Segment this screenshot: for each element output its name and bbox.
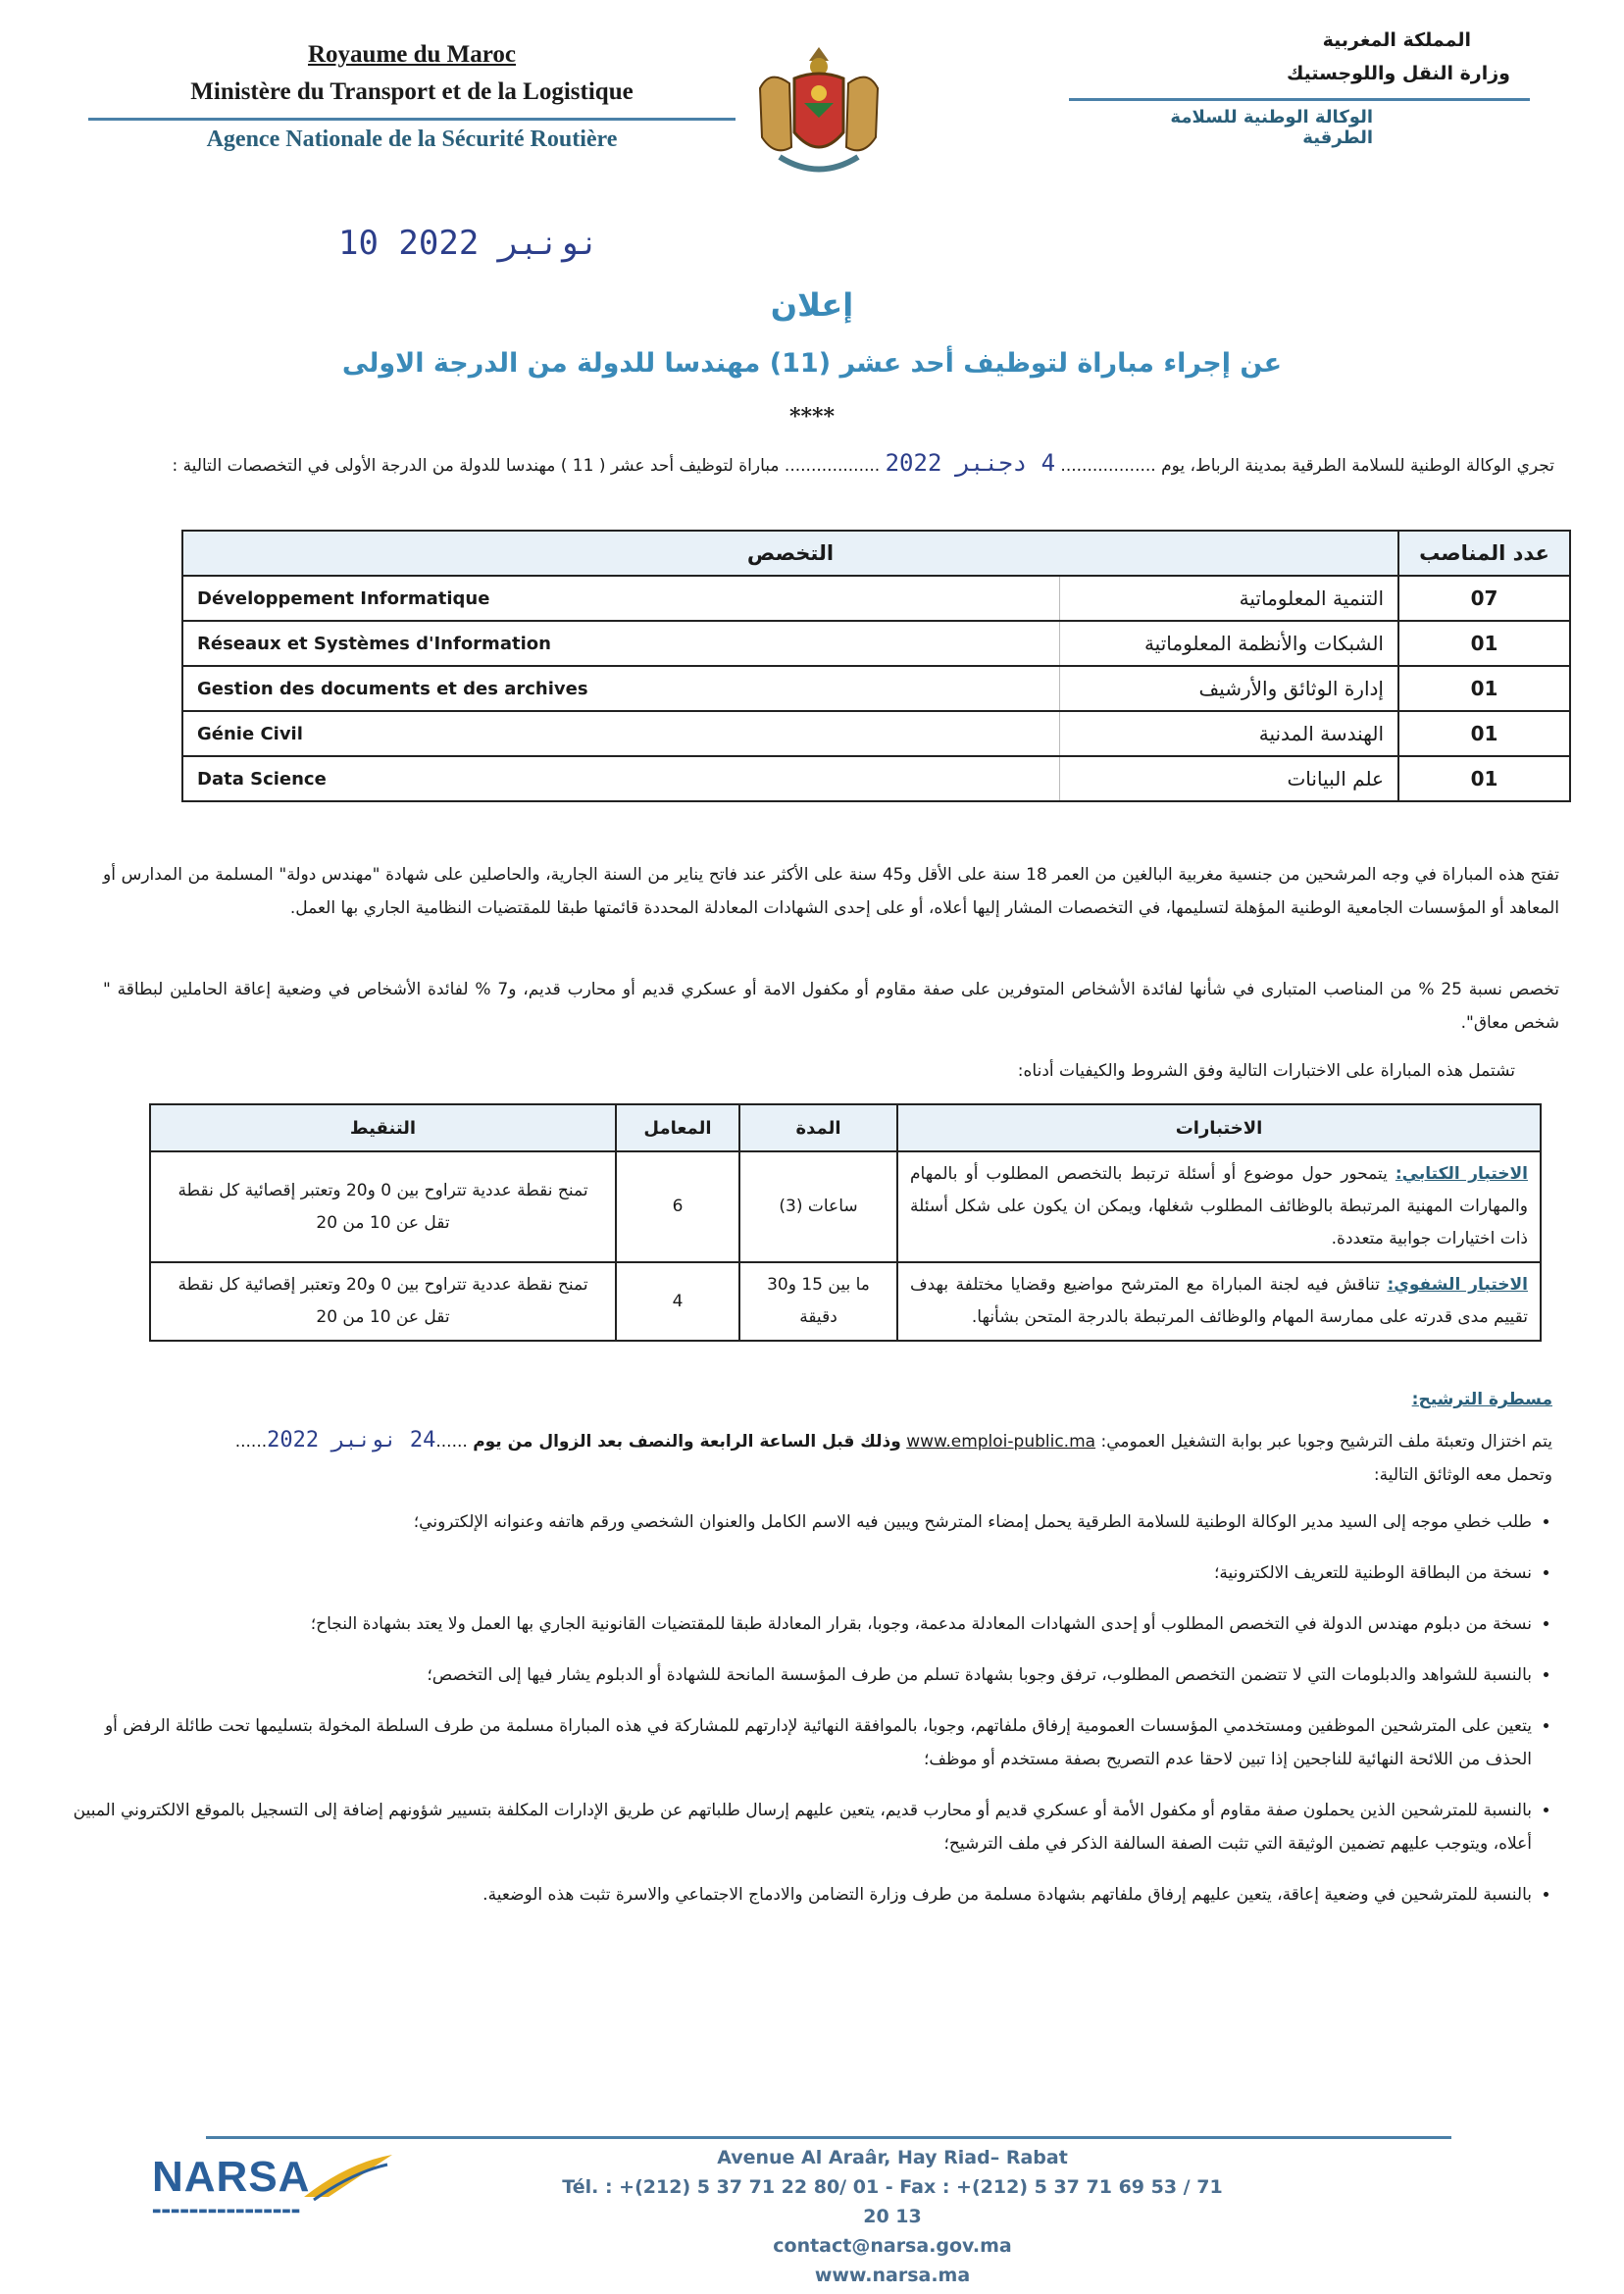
quota-paragraph: تخصص نسبة 25 % من المناصب المتبارى في شأنها لفائدة الأشخاص المتوفرين على صفة مقاوم أو مكفول الامة أو عسكري قديم أو محارب قديم، و7 % لفائدة الأشخاص في وضعية إعاقة الحاملين لبطاقة " شخص معاق".: [103, 980, 1560, 1033]
specialty-fr: Génie Civil: [182, 711, 1060, 756]
specialty-ar: إدارة الوثائق والأرشيف: [1060, 666, 1399, 711]
header-rule: [88, 118, 736, 121]
specialty-ar: التنمية المعلوماتية: [1060, 576, 1399, 621]
exam-duration: ساعات (3): [739, 1151, 897, 1262]
exam-desc: تناقش فيه لجنة المباراة مع المترشح مواضيع وقضايا مختلفة بهدف تقييم مدى قدرته على ممارسة المهام والوظائف المرتبطة بالدرجة المتحن بشأنها.: [910, 1275, 1528, 1327]
exam-grading: تمنح نقطة عددية تتراوح بين 0 و20 وتعتبر إقصائية كل نقطة تقل عن 10 من 20: [150, 1151, 616, 1262]
intro-paragraph: تجري الوكالة الوطنية للسلامة الطرقية بمدينة الرباط، يوم .................. 4 دجنبر 2022 .................. مباراة لتوظيف أحد عشر ( 11 ) مهندسا للدولة من الدرجة الأولى في التخصصات التالية :: [172, 449, 1554, 477]
specialty-fr: Réseaux et Systèmes d'Information: [182, 621, 1060, 666]
exam-name: الاختبار الشفوي:: [1387, 1275, 1528, 1295]
ministry-ar: وزارة النقل واللوجستيك: [1286, 63, 1510, 84]
table-header-row: [150, 1104, 1541, 1151]
emploi-public-link[interactable]: www.emploi-public.ma: [906, 1432, 1096, 1452]
table-row: [182, 756, 1570, 801]
exam-grading: تمنح نقطة عددية تتراوح بين 0 و20 وتعتبر إقصائية كل نقطة تقل عن 10 من 20: [150, 1262, 616, 1341]
list-item: • طلب خطي موجه إلى السيد مدير الوكالة الوطنية للسلامة الطرقية يحمل إمضاء المترشح ويبين فيه الاسم الكامل والعنوان الشخصي ورقم هاتفه وعنوانه الإلكتروني؛: [63, 1505, 1532, 1539]
posts-count: 01: [1398, 756, 1570, 801]
ministry-fr: Ministère du Transport et de la Logistique: [190, 78, 634, 105]
list-item: • نسخة من دبلوم مهندس الدولة في التخصص المطلوب أو إحدى الشهادات المعادلة مدعمة، وجوبا، بقرار المعادلة طبقا للمقتضيات القانونية الجاري بها العمل ولا يعتد بشهادة النجاح؛: [63, 1607, 1532, 1641]
footer-phone: Tél. : +(212) 5 37 71 22 80/ 01 - Fax : +(212) 5 37 71 69 53 / 71 20 13: [562, 2176, 1223, 2227]
intro-part1: تجري الوكالة الوطنية للسلامة الطرقية بمدينة الرباط، يوم: [1161, 456, 1554, 476]
table-row: [182, 666, 1570, 711]
specialties-table: [181, 530, 1571, 802]
list-item: • بالنسبة للمترشحين في وضعية إعاقة، يتعين عليهم إرفاق ملفاتهم بشهادة مسلمة من طرف وزارة التضامن والادماج الاجتماعي والاسرة تثبت هذه الوضعية.: [63, 1878, 1532, 1912]
application-line1-a: يتم اختزال وتعبئة ملف الترشيح وجوبا عبر بوابة التشغيل العمومي:: [1100, 1432, 1552, 1452]
kingdom-ar: المملكة المغربية: [1322, 29, 1471, 51]
table-row: [182, 621, 1570, 666]
table-header-row: [182, 531, 1570, 576]
application-line2: وتحمل معه الوثائق التالية:: [1373, 1465, 1552, 1485]
application-heading: مسطرة الترشيح:: [1411, 1390, 1552, 1409]
col-exams: الاختبارات: [897, 1104, 1541, 1151]
exam-coef: 4: [616, 1262, 739, 1341]
col-grading: التنقيط: [150, 1104, 616, 1151]
col-posts: عدد المناصب: [1398, 531, 1570, 576]
specialty-ar: الهندسة المدنية: [1060, 711, 1399, 756]
exam-date: 4 دجنبر 2022: [885, 449, 1056, 477]
header-ar: [1108, 29, 1530, 148]
posts-count: 01: [1398, 621, 1570, 666]
footer-contact: [549, 2143, 1236, 2290]
list-item: • نسخة من البطاقة الوطنية للتعريف الالكترونية؛: [63, 1556, 1532, 1590]
intro-part2: مباراة لتوظيف أحد عشر ( 11 ) مهندسا للدولة من الدرجة الأولى في التخصصات التالية :: [172, 456, 780, 476]
application-section: مسطرة الترشيح: يتم اختزال وتعبئة ملف الترشيح وجوبا عبر بوابة التشغيل العمومي: www.emploi-public.ma وذلك قبل الساعة الرابعة والنصف بعد الزوال من يوم ......24 نونبر 2022...... وتحمل معه الوثائق التالية:: [103, 1383, 1552, 1492]
footer-rule: [206, 2136, 1451, 2139]
specialty-fr: Gestion des documents et des archives: [182, 666, 1060, 711]
separator-stars: ****: [788, 404, 836, 430]
table-row: [150, 1151, 1541, 1262]
narsa-logo: [152, 2153, 407, 2261]
list-item: • يتعين على المترشحين الموظفين ومستخدمي المؤسسات العمومية إرفاق ملفاتهم، وجوبا، بالموافقة النهائية لإدارتهم للمشاركة في هذه المباراة مسلمة من طرف السلطة المخولة بتسليمها تحت طائلة الرفض أو الحذف من اللائحة النهائية للناجحين إذا تبين لاحقا عدم التصريح بصفة مستخدم أو موظف؛: [63, 1709, 1532, 1776]
specialty-ar: الشبكات والأنظمة المعلوماتية: [1060, 621, 1399, 666]
exam-name: الاختبار الكتابي:: [1395, 1164, 1528, 1184]
col-coef: المعامل: [616, 1104, 739, 1151]
exam-desc: يتمحور حول موضوع أو أسئلة ترتبط بالتخصص المطلوب أو بالمهام والمهارات المهنية المرتبطة بالوظائف المطلوب شغلها، ويمكن ان يكون على شكل أسئلة ذات اختيارات جوابية متعددة.: [910, 1164, 1528, 1249]
logo-text: NARSA: [152, 2153, 311, 2201]
table-row: [182, 576, 1570, 621]
page-subtitle: عن إجراء مباراة لتوظيف أحد عشر (11) مهندسا للدولة من الدرجة الاولى: [341, 348, 1283, 379]
posts-count: 01: [1398, 666, 1570, 711]
exams-intro-paragraph: تشتمل هذه المباراة على الاختبارات التالية وفق الشروط والكيفيات أدناه:: [1017, 1061, 1515, 1081]
footer-web[interactable]: www.narsa.ma: [814, 2265, 971, 2286]
eligibility-paragraph: تفتح هذه المباراة في وجه المرشحين من جنسية مغربية البالغين من العمر 18 سنة على الأقل و45 سنة على الأكثر عند فاتح يناير من السنة الجارية، والحاصلين على شهادة "مهندس دولة" المسلمة من المدارس أو المعاهد أو المؤسسات الجامعية الوطنية المؤهلة لتسليمها، في التخصصات المشار إليها أعلاه، أو على إحدى الشهادات المعادلة المحددة قائمتها طبقا للمقتضيات النظامية الجاري بها العمل.: [103, 865, 1559, 918]
specialty-ar: علم البيانات: [1060, 756, 1399, 801]
handwritten-date: 10 نونبر 2022: [338, 224, 600, 263]
col-specialty: التخصص: [182, 531, 1398, 576]
agency-fr: Agence Nationale de la Sécurité Routière: [206, 127, 618, 152]
exam-duration: ما بين 15 و30 دقيقة: [739, 1262, 897, 1341]
list-item: • بالنسبة للشواهد والدبلومات التي لا تتضمن التخصص المطلوب، ترفق وجوبا بشهادة تسلم من طرف المؤسسة المانحة للشهادة أو الدبلوم يشار فيها إلى التخصص؛: [63, 1658, 1532, 1692]
footer-address: Avenue Al Araâr, Hay Riad– Rabat: [717, 2147, 1068, 2168]
deadline-date: 24 نونبر 2022: [267, 1428, 436, 1453]
header-rule: [1069, 98, 1530, 101]
specialty-fr: Développement Informatique: [182, 576, 1060, 621]
list-item: • بالنسبة للمترشحين الذين يحملون صفة مقاوم أو مكفول الأمة أو عسكري قديم أو محارب قديم، يتعين عليهم إرسال طلباتهم عن طريق الإدارات المكلفة بتسيير شؤونهم إضافة إلى التسجيل بالموقع الالكتروني المبين أعلاه، ويتوجب عليهم تضمين الوثيقة التي تثبت الصفة السالفة الذكر في ملف الترشيح؛: [63, 1794, 1532, 1861]
agency-ar: الوكالة الوطنية للسلامة الطرقية: [1170, 107, 1373, 148]
logo-subtext: ▬▬▬▬▬▬▬▬▬▬▬▬▬▬▬▬: [152, 2206, 301, 2217]
col-duration: المدة: [739, 1104, 897, 1151]
coat-of-arms-icon: [750, 39, 888, 186]
table-row: [182, 711, 1570, 756]
logo-swoosh-icon: [299, 2153, 397, 2202]
application-line1-b: وذلك قبل الساعة الرابعة والنصف بعد الزوال من يوم: [473, 1432, 901, 1452]
posts-count: 01: [1398, 711, 1570, 756]
footer-email[interactable]: contact@narsa.gov.ma: [773, 2235, 1012, 2257]
documents-list: [63, 1505, 1553, 1929]
page-title: إعلان: [770, 286, 854, 324]
posts-count: 07: [1398, 576, 1570, 621]
header-fr: [137, 41, 686, 153]
exams-table: [149, 1103, 1542, 1342]
table-row: [150, 1262, 1541, 1341]
specialty-fr: Data Science: [182, 756, 1060, 801]
kingdom-fr: Royaume du Maroc: [307, 41, 517, 68]
exam-coef: 6: [616, 1151, 739, 1262]
